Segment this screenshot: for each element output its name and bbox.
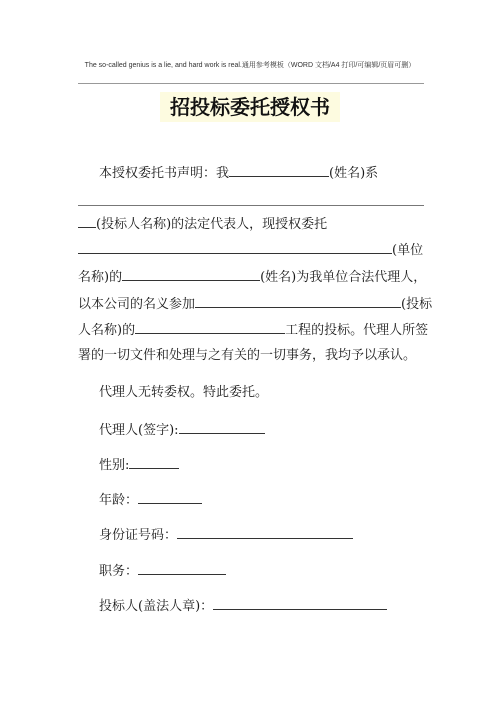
unit-name-text: 名称)的: [78, 270, 123, 285]
project-bid-text: 工程的投标。代理人所签: [285, 323, 429, 338]
id-number-label: 身份证号码：: [99, 528, 178, 543]
bidder-seal-field: [99, 597, 387, 616]
agent-signature-label: 代理人(签字):: [99, 423, 179, 438]
id-number-blank[interactable]: [177, 526, 353, 539]
statement-line-5: [78, 295, 432, 314]
age-blank[interactable]: [138, 491, 202, 504]
agent-signature-blank[interactable]: [179, 421, 265, 434]
gender-blank[interactable]: [129, 456, 179, 469]
page-header: The so-called genius is a lie, and hard work is real.通用参考模板（WORD 文档/A4 打印/可编辑/页眉可删）: [84, 62, 416, 69]
no-subdelegation-line: 代理人无转委权。特此委托。: [99, 385, 269, 400]
position-blank[interactable]: [138, 562, 226, 575]
agent-legal-text: (姓名)为我单位合法代理人，: [260, 270, 427, 285]
age-field: [99, 491, 202, 510]
bidder-name-rule[interactable]: [78, 205, 424, 206]
gender-label: 性别:: [99, 458, 130, 473]
document-title: 招投标委托授权书: [160, 92, 340, 122]
project-name-blank[interactable]: [135, 321, 285, 334]
statement-line-3: [78, 241, 423, 260]
statement-line-4: [78, 268, 426, 287]
header-divider: [78, 83, 424, 84]
id-number-field: [99, 526, 353, 545]
bid-text: (投标: [401, 297, 433, 312]
bidder-name-blank-end[interactable]: [78, 215, 96, 228]
declarant-name-blank[interactable]: [229, 164, 329, 177]
age-label: 年龄：: [99, 493, 139, 508]
unit-text: (单位: [392, 243, 424, 258]
company-name-text: 以本公司的名义参加: [78, 297, 196, 312]
position-field: [99, 562, 226, 581]
statement-line-7: 署的一切文件和处理与之有关的一切事务，我均予以承认。: [78, 348, 417, 363]
agent-name-blank[interactable]: [122, 268, 260, 281]
agent-signature-field: [99, 421, 265, 440]
statement-line-2: [78, 215, 327, 234]
gender-field: [99, 456, 179, 475]
position-label: 职务：: [99, 564, 139, 579]
statement-line-1: [99, 164, 378, 183]
bidder-seal-label: 投标人(盖法人章)：: [99, 599, 214, 614]
person-name-text: 人名称)的: [78, 323, 136, 338]
statement-prefix: 本授权委托书声明：我: [99, 166, 230, 181]
statement-line-6: [78, 321, 428, 340]
agent-unit-blank[interactable]: [78, 241, 392, 254]
bidder-seal-blank[interactable]: [213, 597, 387, 610]
name-suffix: (姓名)系: [329, 166, 379, 181]
legal-rep-text: (投标人名称)的法定代表人，现授权委托: [96, 217, 328, 232]
participant-blank[interactable]: [195, 295, 401, 308]
